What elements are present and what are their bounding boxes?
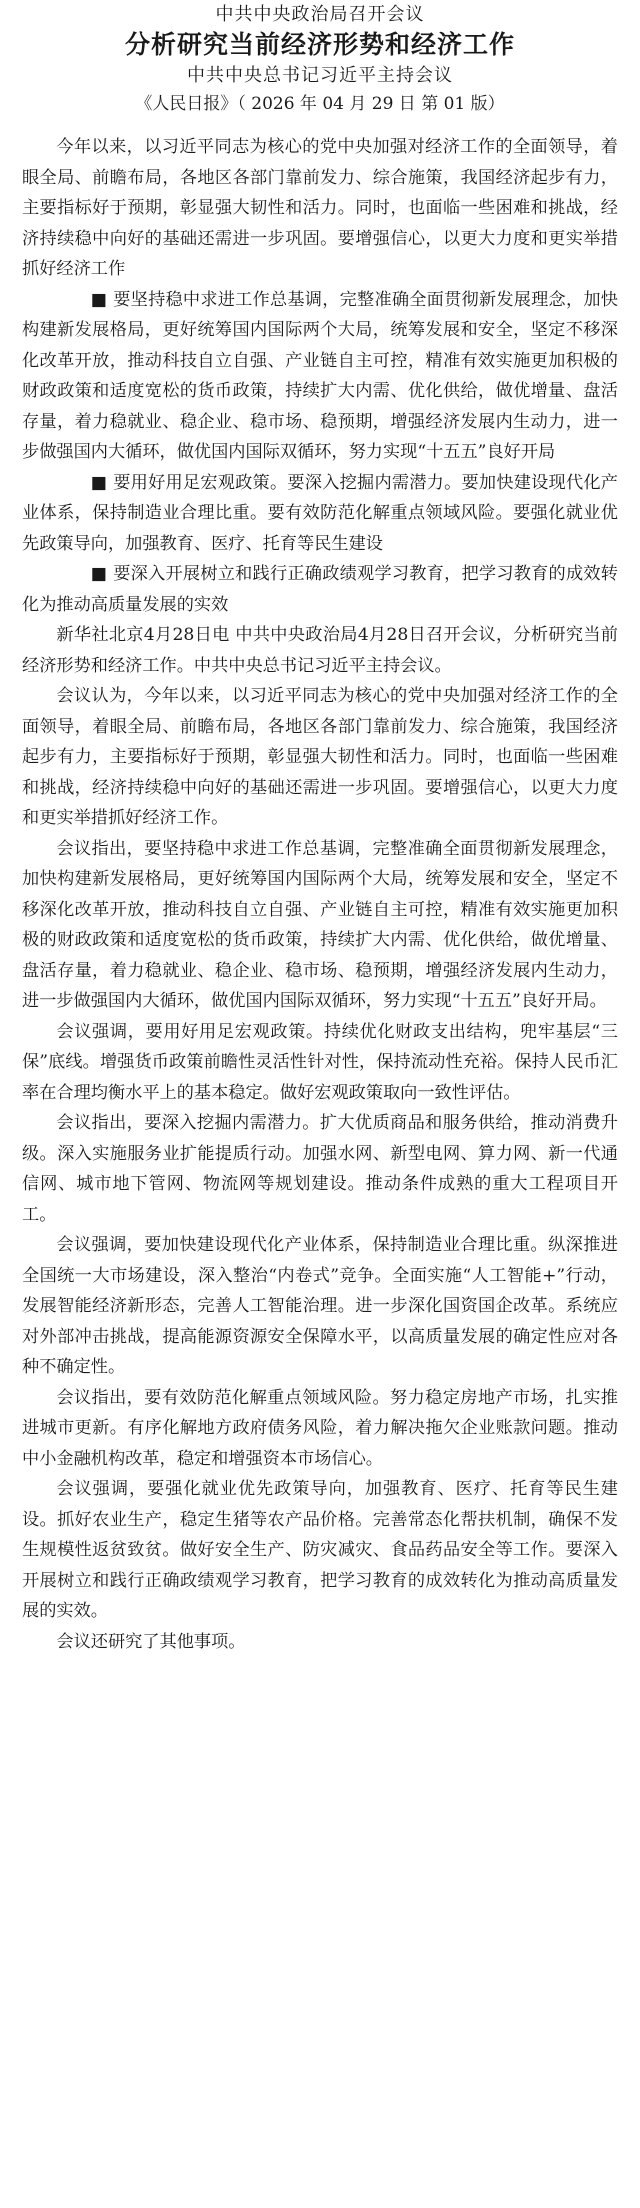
square-bullet-icon: ■ <box>90 289 108 310</box>
headline-title: 分析研究当前经济形势和经济工作 <box>124 30 515 59</box>
body-paragraph-closing: 会议还研究了其他事项。 <box>56 1631 246 1652</box>
summary-bullet-text: 要深入开展树立和践行正确政绩观学习教育，把学习教育的成效转化为推动高质量发展的实效 <box>22 564 618 615</box>
summary-bullet-text: 要坚持稳中求进工作总基调，完整准确全面贯彻新发展理念，加快构建新发展格局，更好统筹国内国际两个大局，统筹发展和安全，坚定不移深化改革开放，推动科技自立自强、产业链自主可控，精准有效实施更加积极的财政政策和适度宽松的货币政策，持续扩大内需、优化供给，做优增量、盘活存量，着力稳就业、稳企业、稳市场、稳预期，增强经济发展内生动力，进一步做强国内大循环，做优国内国际双循环，努力实现“十五五”良好开局 <box>22 289 618 462</box>
body-paragraph-dateline: 新华社北京4月28日电 中共中央政治局4月28日召开会议，分析研究当前经济形势和经济工作。中共中央总书记习近平主持会议。 <box>22 625 618 676</box>
square-bullet-icon: ■ <box>90 564 108 584</box>
article-body <box>22 620 618 1657</box>
body-paragraph: 会议强调，要用好用足宏观政策。持续优化财政支出结构，兜牢基层“三保”底线。增强货币政策前瞻性灵活性针对性，保持流动性充裕。保持人民币汇率在合理均衡水平上的基本稳定。做好宏观政策取向一致性评估。 <box>22 1021 618 1103</box>
summary-bullet <box>22 285 618 468</box>
square-bullet-icon: ■ <box>90 472 108 493</box>
body-paragraph: 会议强调，要加快建设现代化产业体系，保持制造业合理比重。纵深推进全国统一大市场建设，深入整治“内卷式”竞争。全面实施“人工智能+”行动，发展智能经济新形态，完善人工智能治理。进一步深化国资国企改革。系统应对外部冲击挑战，提高能源资源安全保障水平，以高质量发展的确定性应对各种不确定性。 <box>22 1235 618 1377</box>
body-paragraph: 会议指出，要有效防范化解重点领域风险。努力稳定房地产市场，扎实推进城市更新。有序化解地方政府债务风险，着力解决拖欠企业账款问题。推动中小金融机构改革，稳定和增强资本市场信心。 <box>22 1387 618 1469</box>
body-paragraph: 会议认为，今年以来，以习近平同志为核心的党中央加强对经济工作的全面领导，着眼全局、前瞻布局，各地区各部门靠前发力、综合施策，我国经济起步有力，主要指标好于预期，彰显强大韧性和活力。同时，也面临一些困难和挑战，经济持续稳中向好的基础还需进一步巩固。要增强信心，以更大力度和更实举措抓好经济工作。 <box>22 686 618 828</box>
body-paragraph: 会议强调，要强化就业优先政策导向，加强教育、医疗、托育等民生建设。抓好农业生产，稳定生猪等农产品价格。完善常态化帮扶机制，确保不发生规模性返贫致贫。做好安全生产、防灾减灾、食品药品安全等工作。要深入开展树立和践行正确政绩观学习教育，把学习教育的成效转化为推动高质量发展的实效。 <box>22 1479 618 1621</box>
publication-source: 《人民日报》（ 2026 年 04 月 29 日 第 01 版） <box>135 94 505 114</box>
summary-block <box>22 132 618 620</box>
headline-subtitle: 中共中央总书记习近平主持会议 <box>187 65 453 86</box>
summary-bullet-text: 要用好用足宏观政策。要深入挖掘内需潜力。要加快建设现代化产业体系，保持制造业合理比重。要有效防范化解重点领域风险。要强化就业优先政策导向，加强教育、医疗、托育等民生建设 <box>22 472 618 554</box>
summary-bullet <box>22 468 618 560</box>
article-header <box>22 2 618 118</box>
summary-bullet <box>22 559 618 620</box>
body-paragraph: 会议指出，要深入挖掘内需潜力。扩大优质商品和服务供给，推动消费升级。深入实施服务业扩能提质行动。加强水网、新型电网、算力网、新一代通信网、城市地下管网、物流网等规划建设。推动条件成熟的重大工程项目开工。 <box>22 1113 618 1225</box>
headline-kicker: 中共中央政治局召开会议 <box>215 4 425 25</box>
summary-intro: 今年以来，以习近平同志为核心的党中央加强对经济工作的全面领导，着眼全局、前瞻布局，各地区各部门靠前发力、综合施策，我国经济起步有力，主要指标好于预期，彰显强大韧性和活力。同时，也面临一些困难和挑战，经济持续稳中向好的基础还需进一步巩固。要增强信心，以更大力度和更实举措抓好经济工作 <box>22 137 618 279</box>
body-paragraph: 会议指出，要坚持稳中求进工作总基调，完整准确全面贯彻新发展理念，加快构建新发展格局，更好统筹国内国际两个大局，统筹发展和安全，坚定不移深化改革开放，推动科技自立自强、产业链自主可控，精准有效实施更加积极的财政政策和适度宽松的货币政策，持续扩大内需、优化供给，做优增量、盘活存量，着力稳就业、稳企业、稳市场、稳预期，增强经济发展内生动力，进一步做强国内大循环，做优国内国际双循环，努力实现“十五五”良好开局。 <box>22 838 618 1011</box>
